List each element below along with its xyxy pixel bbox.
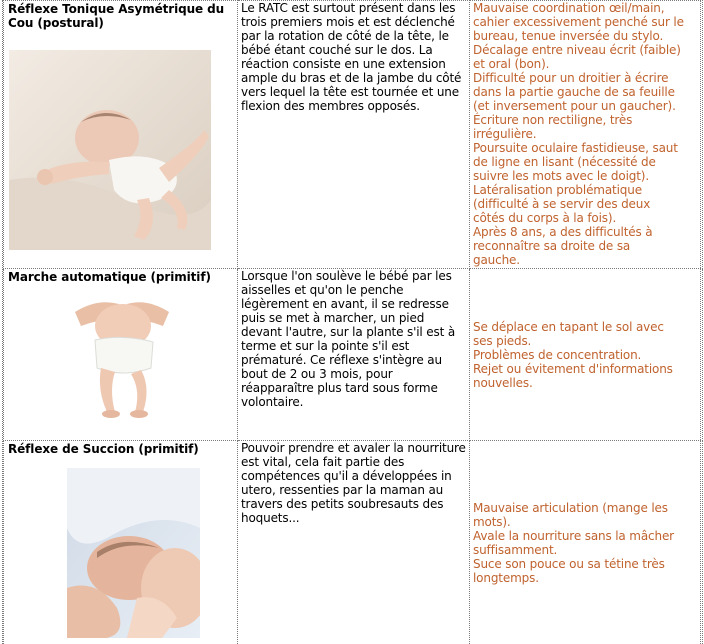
symptom-line: mots).: [473, 515, 511, 529]
reflex-table: [3, 0, 703, 644]
symptom-line: suivre les mots avec le doigt).: [473, 169, 649, 183]
symptom-line: (et inversement pour un gaucher).: [473, 99, 676, 113]
symptom-line: Latéralisation problématique: [473, 183, 642, 197]
symptom-line: suffisamment.: [473, 543, 558, 557]
reflex-symptoms-cell: [470, 1, 703, 269]
reflex-symptoms-cell: [470, 269, 703, 441]
reflex-description: Le RATC est surtout présent dans les trois premiers mois et est déclenché par la rotation de côté de la tête, le bébé étant couché sur le dos. La réaction consiste en une extension ample du bras et de la jambe du côté vers lequel la tête est tournée et une flexion des membres opposés.: [241, 1, 462, 113]
symptom-line: nouvelles.: [473, 375, 533, 390]
symptom-line: Avale la nourriture sans la mâcher: [473, 529, 674, 543]
symptom-line: Problèmes de concentration.: [473, 347, 642, 362]
symptom-line: Difficulté pour un droitier à écrire: [473, 71, 669, 85]
symptom-line: Mauvaise articulation (mange les: [473, 501, 668, 515]
symptom-line: bureau, tenue inversée du stylo.: [473, 29, 664, 43]
symptom-line: Se déplace en tapant le sol avec: [473, 319, 664, 334]
symptom-line: Mauvaise coordination œil/main,: [473, 1, 665, 15]
reflex-description-cell: [238, 1, 470, 269]
symptom-line: cahier excessivement penché sur le: [473, 15, 684, 29]
symptom-line: ses pieds.: [473, 333, 532, 348]
baby-nursing-icon: [67, 468, 200, 638]
symptom-line: Poursuite oculaire fastidieuse, saut: [473, 141, 678, 155]
symptom-line: (difficulté à se servir des deux: [473, 197, 651, 211]
symptom-line: Après 8 ans, a des difficultés à: [473, 225, 653, 239]
symptom-line: côtés du corps à la fois).: [473, 211, 617, 225]
symptom-line: gauche.: [473, 253, 520, 267]
symptom-line: Décalage entre niveau écrit (faible): [473, 43, 681, 57]
baby-walking-icon: [67, 290, 177, 420]
symptom-line: Rejet ou évitement d'informations: [473, 361, 673, 376]
reflex-name: Marche automatique (primitif): [8, 270, 211, 284]
table-row: [4, 441, 703, 644]
symptom-line: et oral (bon).: [473, 57, 550, 71]
reflex-symptoms-cell: [470, 441, 703, 644]
page-frame: [2, 0, 701, 644]
reflex-description: Lorsque l'on soulève le bébé par les aisselles et qu'on le penche légèrement en avant, il se redresse puis se met à marcher, un pied devant l'autre, sur la plante s'il est à terme et sur la pointe s'il est prématuré. Ce réflexe s'intègre au bout de 2 ou 3 mois, pour réapparaître plus tard sous forme volontaire.: [241, 269, 456, 409]
symptom-line: longtemps.: [473, 571, 539, 585]
symptom-line: de ligne en lisant (nécessité de: [473, 155, 656, 169]
reflex-description-cell: [238, 441, 470, 644]
reflex-name-cell: [4, 269, 238, 441]
table-row: [4, 269, 703, 441]
reflex-description-cell: [238, 269, 470, 441]
symptom-line: dans la partie gauche de sa feuille: [473, 85, 675, 99]
reflex-name-cell: [4, 441, 238, 644]
reflex-name: Réflexe de Succion (primitif): [8, 442, 199, 456]
reflex-name: Réflexe Tonique Asymétrique du Cou (postural): [8, 2, 225, 30]
reflex-name-cell: [4, 1, 238, 269]
baby-lying-icon: [9, 50, 211, 250]
symptom-line: reconnaître sa droite de sa: [473, 239, 631, 253]
reflex-description: Pouvoir prendre et avaler la nourriture est vital, cela fait partie des compétences qu'il a développées in utero, ressenties par la maman au travers des petits soubresauts des hoquets...: [241, 441, 466, 525]
symptom-line: Suce son pouce ou sa tétine très: [473, 557, 665, 571]
table-row: [4, 1, 703, 269]
symptom-line: Écriture non rectiligne, très: [473, 113, 633, 127]
symptom-line: irrégulière.: [473, 127, 537, 141]
